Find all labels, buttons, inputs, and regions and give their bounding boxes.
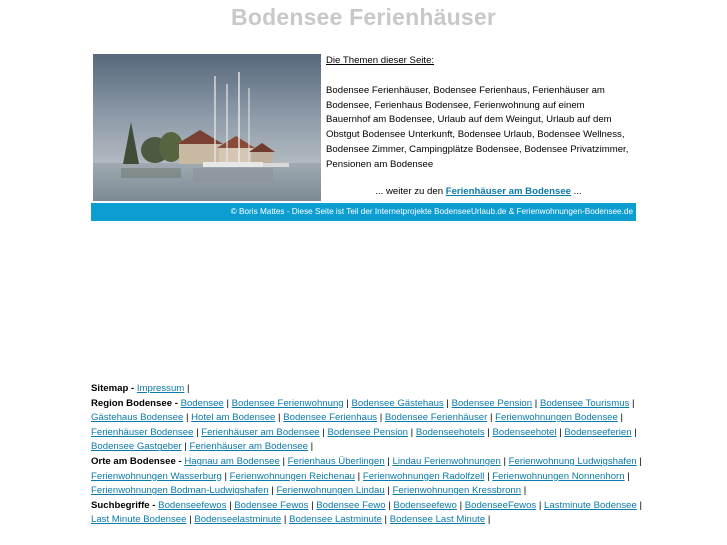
search-term-link[interactable]: Bodensee Lastminute (289, 514, 382, 526)
orte-link[interactable]: Lindau Ferienwohnungen (392, 455, 501, 467)
link-directory (91, 382, 651, 528)
page-title: Bodensee Ferienhäuser (231, 4, 496, 30)
orte-link[interactable]: Ferienhaus Überlingen (287, 455, 385, 467)
search-term-link[interactable]: Bodensee Fewo (316, 499, 386, 511)
topics-panel (326, 54, 631, 199)
orte-link[interactable]: Ferienwohnungen Lindau (276, 485, 385, 497)
region-link[interactable]: Bodensee Ferienhaus (283, 412, 378, 424)
region-link[interactable]: Bodensee Pension (327, 426, 409, 438)
region-link[interactable]: Ferienwohnungen Bodensee (495, 412, 618, 424)
region-link[interactable]: Bodensee Gästehaus (351, 397, 444, 409)
search-term-link[interactable]: Bodenseelastminute (194, 514, 282, 526)
orte-link[interactable]: Hagnau am Bodensee (184, 455, 280, 467)
section-label: Suchbegriffe - (91, 499, 156, 511)
search-term-link[interactable]: Bodenseefewos (158, 499, 227, 511)
more-prefix: ... weiter zu den (375, 185, 446, 197)
region-link[interactable]: Bodensee (180, 397, 224, 409)
search-term-link[interactable]: BodenseeFewos (464, 499, 537, 511)
ferienhaeuser-link[interactable]: Ferienhäuser am Bodensee (445, 185, 572, 197)
region-link[interactable]: Bodensee Tourismus (539, 397, 630, 409)
search-term-link[interactable]: Bodensee Fewos (234, 499, 309, 511)
region-link[interactable]: Bodensee Ferienwohnung (231, 397, 344, 409)
orte-link[interactable]: Ferienwohnungen Bodman-Ludwigshafen (91, 485, 269, 497)
region-link[interactable]: Ferienhäuser am Bodensee (201, 426, 320, 438)
region-link[interactable]: Bodensee Gastgeber (91, 441, 182, 453)
more-suffix: ... (571, 185, 582, 197)
region-link[interactable]: Ferienhäuser am Bodensee (189, 441, 308, 453)
region-link[interactable]: Bodenseehotels (415, 426, 485, 438)
orte-section: Orte am Bodensee - Hagnau am Bodensee | Ferienhaus Überlingen | Lindau Ferienwohnungen | Ferienwohnung Ludwigshafen | Ferienwohnungen Wasserburg | Ferienwohnungen Reichenau | Ferienwohnungen Radolfzell | Ferienwohnungen Nonnenhorn | Ferienwohnungen Bodman-Ludwigshafen | Ferienwohnungen Lindau | Ferienwohnungen Kressbronn | (91, 455, 642, 497)
region-link[interactable]: Gästehaus Bodensee (91, 412, 184, 424)
region-link[interactable]: Ferienhäuser Bodensee (91, 426, 194, 438)
region-link[interactable]: Bodenseeferien (564, 426, 632, 438)
region-link[interactable]: Bodenseehotel (492, 426, 557, 438)
region-section: Region Bodensee - Bodensee | Bodensee Ferienwohnung | Bodensee Gästehaus | Bodensee Pension | Bodensee Tourismus | Gästehaus Bodensee | Hotel am Bodensee | Bodensee Ferienhaus | Bodensee Ferienhäuser | Ferienwohnungen Bodensee | Ferienhäuser Bodensee | Ferienhäuser am Bodensee | Bodensee Pension | Bodenseehotels | Bodenseehotel | Bodenseeferien | Bodensee Gastgeber | Ferienhäuser am Bodensee | (91, 397, 637, 453)
suchbegriffe-section: Suchbegriffe - Bodenseefewos | Bodensee Fewos | Bodensee Fewo | Bodenseefewo | BodenseeFewos | Lastminute Bodensee | Last Minute Bodensee | Bodenseelastminute | Bodensee Lastminute | Bodensee Last Minute | (91, 499, 643, 526)
region-link[interactable]: Bodensee Ferienhäuser (384, 412, 488, 424)
topics-heading: Die Themen dieser Seite: (326, 55, 435, 66)
orte-link[interactable]: Ferienwohnungen Kressbronn (392, 485, 522, 497)
section-label: Orte am Bodensee - (91, 455, 182, 467)
section-label: Region Bodensee - (91, 397, 178, 409)
region-link[interactable]: Bodensee Pension (451, 397, 533, 409)
sitemap-section: Sitemap - Impressum | (91, 383, 190, 394)
section-label: Sitemap - (91, 383, 135, 394)
orte-link[interactable]: Ferienwohnungen Radolfzell (362, 470, 485, 482)
orte-link[interactable]: Ferienwohnung Ludwigshafen (508, 455, 637, 467)
orte-link[interactable]: Ferienwohnungen Nonnenhorn (492, 470, 625, 482)
link-impressum[interactable]: Impressum (136, 383, 185, 394)
search-term-link[interactable]: Last Minute Bodensee (91, 514, 187, 526)
search-term-link[interactable]: Bodenseefewo (393, 499, 457, 511)
topics-text: Bodensee Ferienhäuser, Bodensee Ferienhaus, Ferienhäuser am Bodensee, Ferienhaus Bodensee, Ferienwohnung auf einem Bauernhof am Bodensee, Urlaub auf dem Weingut, Urlaub auf dem Obstgut Bodensee Unterkunft, Bodensee Urlaub, Bodensee Wellness, Bodensee Zimmer, Campingplätze Bodensee, Bodensee Privatzimmer, Pensionen am Bodensee (326, 84, 629, 170)
region-link[interactable]: Hotel am Bodensee (191, 412, 276, 424)
lake-harbor-photo (93, 54, 321, 201)
more-line (326, 185, 631, 200)
search-term-link[interactable]: Lastminute Bodensee (544, 499, 637, 511)
search-term-link[interactable]: Bodensee Last Minute (389, 514, 486, 526)
copyright-bar: © Boris Mattes - Diese Seite ist Teil der Internetprojekte BodenseeUrlaub.de & Ferienwohnungen-Bodensee.de (91, 203, 636, 221)
orte-link[interactable]: Ferienwohnungen Reichenau (229, 470, 356, 482)
orte-link[interactable]: Ferienwohnungen Wasserburg (91, 470, 222, 482)
